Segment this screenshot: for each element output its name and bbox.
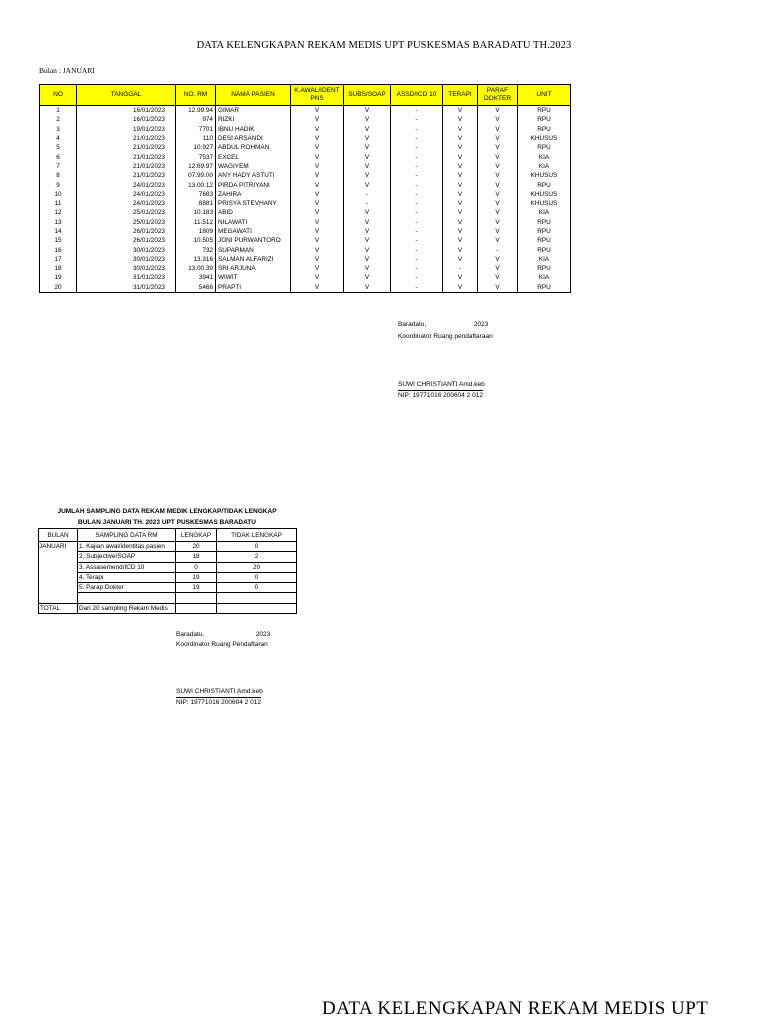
cell-nama-pasien: DESI ARSANDI	[216, 134, 291, 143]
table-row	[40, 134, 571, 143]
table-row	[40, 283, 571, 293]
cell-assd-icd: -	[391, 125, 443, 134]
summary-header-row	[39, 529, 297, 542]
cell-tanggal: 31/01/2023	[77, 283, 176, 293]
cell-subs-soap: V	[344, 134, 391, 143]
cell-assd-icd: -	[391, 236, 443, 245]
cell-kawal-ident: V	[291, 190, 344, 199]
cell-assd-icd: -	[391, 255, 443, 264]
summary-title-line1: JUMLAH SAMPLING DATA REKAM MEDIK LENGKAP/TIDAK LENGKAP	[57, 508, 277, 515]
cell-unit: KIA	[518, 273, 571, 282]
cell-no-rm: 5466	[176, 283, 216, 293]
cell-kawal-ident: V	[291, 152, 344, 161]
sampling-summary-table	[38, 528, 297, 614]
summary-blank-cell	[217, 593, 297, 603]
summary-lengkap: 19	[176, 583, 217, 593]
cell-no: 7	[40, 162, 77, 171]
table-row	[40, 190, 571, 199]
summary-row	[39, 562, 297, 572]
summary-title-line2: BULAN JANUARI TH. 2023 UPT PUSKESMAS BARADATU	[78, 519, 256, 526]
cell-nama-pasien: MEGAWATI	[216, 227, 291, 236]
cell-subs-soap: V	[344, 180, 391, 189]
cell-no: 11	[40, 199, 77, 208]
cell-subs-soap: V	[344, 171, 391, 180]
cell-assd-icd: -	[391, 227, 443, 236]
cell-nama-pasien: RIZKI	[216, 115, 291, 124]
cell-unit: KHUSUS	[518, 171, 571, 180]
cell-terapi: V	[443, 162, 478, 171]
table-row	[40, 106, 571, 116]
cell-no-rm: 7683	[176, 190, 216, 199]
cell-no-rm: 110	[176, 134, 216, 143]
cell-subs-soap: -	[344, 199, 391, 208]
table-row	[40, 218, 571, 227]
cell-tanggal: 30/01/2023	[77, 245, 176, 254]
header-terapi: TERAPI	[443, 85, 478, 106]
cell-nama-pasien: GIMAR	[216, 106, 291, 116]
cell-terapi: V	[443, 283, 478, 293]
cell-no-rm: 10.927	[176, 143, 216, 152]
cell-kawal-ident: V	[291, 208, 344, 217]
cell-paraf-dokter: -	[478, 245, 518, 254]
cell-terapi: V	[443, 273, 478, 282]
signature-place-date	[398, 320, 493, 330]
cell-no: 6	[40, 152, 77, 161]
signature-block-2	[176, 630, 270, 708]
summary-header-lengkap: LENGKAP	[176, 529, 217, 542]
cell-kawal-ident: V	[291, 264, 344, 273]
header-kawal-ident: K.AWAL/IDENT PNS	[291, 85, 344, 106]
cell-terapi: V	[443, 143, 478, 152]
signature-block-1	[398, 320, 493, 401]
header-nama-pasien: NAMA PASIEN	[216, 85, 291, 106]
cell-terapi: V	[443, 255, 478, 264]
cell-assd-icd: -	[391, 264, 443, 273]
cell-tanggal: 21/01/2023	[77, 143, 176, 152]
cell-nama-pasien: SALMAN ALFARIZI	[216, 255, 291, 264]
cell-unit: RPU	[518, 115, 571, 124]
cell-paraf-dokter: V	[478, 171, 518, 180]
cell-paraf-dokter: V	[478, 134, 518, 143]
cell-subs-soap: V	[344, 152, 391, 161]
cell-assd-icd: -	[391, 134, 443, 143]
cell-subs-soap: V	[344, 255, 391, 264]
signature-name: SUWI CHRISTIANTI Amd.keb	[398, 381, 485, 388]
table-row	[40, 115, 571, 124]
signature2-year: 2023	[255, 631, 271, 638]
cell-no-rm: 12.99.94	[176, 106, 216, 116]
cell-no: 20	[40, 283, 77, 293]
cell-unit: KIA	[518, 255, 571, 264]
cell-no: 2	[40, 115, 77, 124]
cell-subs-soap: V	[344, 208, 391, 217]
header-paraf-dokter: PARAF DOKTER	[478, 85, 518, 106]
cell-kawal-ident: V	[291, 227, 344, 236]
signature-nip: NIP: 19771016 200604 2 012	[398, 392, 483, 399]
cell-kawal-ident: V	[291, 180, 344, 189]
cell-terapi: -	[443, 264, 478, 273]
cell-nama-pasien: WAGIYEM	[216, 162, 291, 171]
cell-tanggal: 16/01/2023	[77, 115, 176, 124]
cell-paraf-dokter: V	[478, 115, 518, 124]
summary-blank-row	[39, 593, 297, 603]
cell-no-rm: 13.00.39	[176, 264, 216, 273]
cell-kawal-ident: V	[291, 115, 344, 124]
cell-terapi: V	[443, 180, 478, 189]
cell-nama-pasien: PRAPTI	[216, 283, 291, 293]
cell-unit: KHUSUS	[518, 134, 571, 143]
cell-no-rm: 10.505	[176, 236, 216, 245]
cell-kawal-ident: V	[291, 273, 344, 282]
cell-kawal-ident: V	[291, 245, 344, 254]
cell-assd-icd: -	[391, 218, 443, 227]
summary-row	[39, 542, 297, 552]
cell-no: 1	[40, 106, 77, 116]
cell-terapi: V	[443, 190, 478, 199]
table-row	[40, 152, 571, 161]
cell-nama-pasien: IBNU HADIK	[216, 125, 291, 134]
cell-paraf-dokter: V	[478, 125, 518, 134]
cell-subs-soap: V	[344, 125, 391, 134]
summary-total-lengkap	[176, 603, 217, 613]
cell-subs-soap: V	[344, 264, 391, 273]
cell-tanggal: 31/01/2023	[77, 273, 176, 282]
cell-kawal-ident: V	[291, 199, 344, 208]
cell-assd-icd: -	[391, 199, 443, 208]
cell-terapi: V	[443, 125, 478, 134]
cell-terapi: V	[443, 115, 478, 124]
cell-no-rm: 10.183	[176, 208, 216, 217]
cell-tanggal: 24/01/2023	[77, 180, 176, 189]
cell-terapi: V	[443, 236, 478, 245]
cell-unit: KHUSUS	[518, 199, 571, 208]
cell-terapi: V	[443, 106, 478, 116]
cell-no: 12	[40, 208, 77, 217]
cell-unit: RPU	[518, 264, 571, 273]
table-row	[40, 208, 571, 217]
cell-paraf-dokter: V	[478, 190, 518, 199]
cell-nama-pasien: SUPARMAN	[216, 245, 291, 254]
table-row	[40, 264, 571, 273]
summary-lengkap: 19	[176, 572, 217, 582]
summary-title	[38, 506, 296, 528]
summary-month: JANUARI	[39, 542, 78, 604]
cell-paraf-dokter: V	[478, 236, 518, 245]
cell-nama-pasien: ABDUL ROHMAN	[216, 143, 291, 152]
cell-unit: RPU	[518, 218, 571, 227]
table-row	[40, 227, 571, 236]
cell-no-rm: 8881	[176, 199, 216, 208]
summary-tidak-lengkap: 20	[217, 562, 297, 572]
cell-tanggal: 25/01/2023	[77, 218, 176, 227]
cell-no: 8	[40, 171, 77, 180]
cell-nama-pasien: JONI PURWANTORO	[216, 236, 291, 245]
cell-unit: RPU	[518, 236, 571, 245]
signature2-place-date	[176, 630, 270, 640]
cell-unit: KIA	[518, 152, 571, 161]
cell-no: 9	[40, 180, 77, 189]
cell-subs-soap: V	[344, 227, 391, 236]
cell-paraf-dokter: V	[478, 199, 518, 208]
cell-terapi: V	[443, 134, 478, 143]
cell-nama-pasien: PRISYA STEVHANY	[216, 199, 291, 208]
cell-assd-icd: -	[391, 208, 443, 217]
cell-nama-pasien: WIWIT	[216, 273, 291, 282]
cell-terapi: V	[443, 227, 478, 236]
cell-no: 14	[40, 227, 77, 236]
summary-row	[39, 583, 297, 593]
summary-header-bulan: BULAN	[39, 529, 78, 542]
signature-year: 2023	[473, 321, 489, 328]
table-row	[40, 162, 571, 171]
cell-subs-soap: V	[344, 245, 391, 254]
header-no: NO	[40, 85, 77, 106]
cell-kawal-ident: V	[291, 283, 344, 293]
cell-no-rm: 12.69.97	[176, 162, 216, 171]
cell-nama-pasien: ZAHIRA	[216, 190, 291, 199]
summary-tidak-lengkap: 0	[217, 542, 297, 552]
cell-kawal-ident: V	[291, 255, 344, 264]
cell-unit: RPU	[518, 227, 571, 236]
cell-subs-soap: V	[344, 162, 391, 171]
signature2-role: Koordinator Ruang Pendaftaran	[176, 641, 268, 648]
cell-subs-soap: V	[344, 273, 391, 282]
table-row	[40, 245, 571, 254]
cell-paraf-dokter: V	[478, 264, 518, 273]
cell-tanggal: 21/01/2023	[77, 152, 176, 161]
cell-paraf-dokter: V	[478, 283, 518, 293]
cell-no-rm: 11.512	[176, 218, 216, 227]
summary-item: 3. Assasemend/ICD 10	[78, 562, 176, 572]
cell-paraf-dokter: V	[478, 106, 518, 116]
summary-row	[39, 552, 297, 562]
cell-tanggal: 30/01/2023	[77, 255, 176, 264]
cell-paraf-dokter: V	[478, 255, 518, 264]
header-tanggal: TANGGAL	[77, 85, 176, 106]
summary-item: 4. Terapi	[78, 572, 176, 582]
summary-item: 5. Parap Dokter	[78, 583, 176, 593]
cell-subs-soap: -	[344, 190, 391, 199]
table-row	[40, 236, 571, 245]
signature2-nip: NIP: 19771016 200604 2 012	[176, 699, 261, 706]
cell-no-rm: 732	[176, 245, 216, 254]
cell-subs-soap: V	[344, 283, 391, 293]
cell-tanggal: 21/01/2023	[77, 162, 176, 171]
document-title: DATA KELENGKAPAN REKAM MEDIS UPT PUSKESMAS BARADATU TH.2023	[196, 40, 572, 51]
cell-assd-icd: -	[391, 152, 443, 161]
cell-kawal-ident: V	[291, 218, 344, 227]
cell-no: 15	[40, 236, 77, 245]
cell-kawal-ident: V	[291, 171, 344, 180]
cell-unit: KIA	[518, 208, 571, 217]
summary-total-row	[39, 603, 297, 613]
cell-tanggal: 24/01/2023	[77, 190, 176, 199]
table-row	[40, 125, 571, 134]
cell-tanggal: 19/01/2023	[77, 125, 176, 134]
cell-no-rm: 07.99.00	[176, 171, 216, 180]
signature-role: Koordinator Ruang pendaftaraan	[398, 333, 493, 340]
cell-no: 5	[40, 143, 77, 152]
cell-no-rm: 7537	[176, 152, 216, 161]
cell-nama-pasien: ABID	[216, 208, 291, 217]
summary-lengkap: 18	[176, 552, 217, 562]
summary-header-sampling: SAMPLING DATA RM	[78, 529, 176, 542]
summary-item: 2. Subjective/SOAP	[78, 552, 176, 562]
cell-assd-icd: -	[391, 190, 443, 199]
table-body	[40, 106, 571, 293]
next-page-title: DATA KELENGKAPAN REKAM MEDIS UPT	[322, 998, 709, 1019]
cell-kawal-ident: V	[291, 125, 344, 134]
cell-no-rm: 7701	[176, 125, 216, 134]
cell-tanggal: 21/01/2023	[77, 171, 176, 180]
cell-subs-soap: V	[344, 218, 391, 227]
cell-assd-icd: -	[391, 245, 443, 254]
header-assd-icd: ASSD/ICD 10	[391, 85, 443, 106]
cell-paraf-dokter: V	[478, 180, 518, 189]
cell-no: 10	[40, 190, 77, 199]
cell-no: 4	[40, 134, 77, 143]
cell-subs-soap: V	[344, 236, 391, 245]
cell-paraf-dokter: V	[478, 227, 518, 236]
cell-no: 13	[40, 218, 77, 227]
cell-kawal-ident: V	[291, 236, 344, 245]
signature-place: Baradatu,	[398, 321, 427, 328]
cell-no: 17	[40, 255, 77, 264]
cell-no-rm: 3941	[176, 273, 216, 282]
medical-record-table	[39, 84, 571, 293]
cell-assd-icd: -	[391, 106, 443, 116]
cell-terapi: V	[443, 171, 478, 180]
summary-lengkap: 20	[176, 542, 217, 552]
signature2-name: SUWI CHRISTIANTI Amd.keb	[176, 688, 263, 695]
cell-paraf-dokter: V	[478, 218, 518, 227]
month-label: Bulan : JANUARI	[39, 66, 95, 75]
cell-assd-icd: -	[391, 162, 443, 171]
summary-body	[39, 542, 297, 614]
signature2-place: Baradatu,	[176, 631, 205, 638]
summary-total-text: Dari 20 sampling Rekam Medis	[78, 603, 176, 613]
summary-item: 1. Kajian awal/identitas pasien	[78, 542, 176, 552]
cell-no-rm: 974	[176, 115, 216, 124]
cell-terapi: V	[443, 218, 478, 227]
cell-terapi: V	[443, 152, 478, 161]
cell-assd-icd: -	[391, 171, 443, 180]
cell-terapi: V	[443, 199, 478, 208]
cell-nama-pasien: PIRDA PITRIYANI	[216, 180, 291, 189]
table-row	[40, 255, 571, 264]
cell-paraf-dokter: V	[478, 143, 518, 152]
cell-tanggal: 24/01/2023	[77, 199, 176, 208]
cell-nama-pasien: EXCEL	[216, 152, 291, 161]
cell-assd-icd: -	[391, 180, 443, 189]
cell-unit: RPU	[518, 143, 571, 152]
cell-subs-soap: V	[344, 143, 391, 152]
cell-unit: RPU	[518, 283, 571, 293]
cell-unit: RPU	[518, 180, 571, 189]
summary-total-tidak-lengkap	[217, 603, 297, 613]
cell-nama-pasien: NILAWATI	[216, 218, 291, 227]
cell-paraf-dokter: V	[478, 152, 518, 161]
cell-assd-icd: -	[391, 283, 443, 293]
summary-lengkap: 0	[176, 562, 217, 572]
cell-kawal-ident: V	[291, 143, 344, 152]
cell-terapi: V	[443, 208, 478, 217]
summary-blank-cell	[78, 593, 176, 603]
summary-tidak-lengkap: 0	[217, 583, 297, 593]
cell-no-rm: 13.316	[176, 255, 216, 264]
cell-tanggal: 26/01/2023	[77, 236, 176, 245]
cell-unit: RPU	[518, 125, 571, 134]
table-header-row	[40, 85, 571, 106]
summary-tidak-lengkap: 2	[217, 552, 297, 562]
table-row	[40, 273, 571, 282]
cell-paraf-dokter: V	[478, 162, 518, 171]
cell-subs-soap: V	[344, 106, 391, 116]
cell-tanggal: 25/01/2023	[77, 208, 176, 217]
cell-paraf-dokter: V	[478, 208, 518, 217]
summary-row	[39, 572, 297, 582]
cell-assd-icd: -	[391, 143, 443, 152]
table-row	[40, 180, 571, 189]
table-row	[40, 199, 571, 208]
cell-unit: RPU	[518, 106, 571, 116]
table-row	[40, 171, 571, 180]
cell-kawal-ident: V	[291, 162, 344, 171]
cell-nama-pasien: SRI ARJUNA	[216, 264, 291, 273]
summary-total-label: TOTAL	[39, 603, 78, 613]
cell-no: 19	[40, 273, 77, 282]
cell-unit: RPU	[518, 245, 571, 254]
cell-paraf-dokter: V	[478, 273, 518, 282]
cell-assd-icd: -	[391, 115, 443, 124]
cell-tanggal: 16/01/2023	[77, 106, 176, 116]
cell-unit: KIA	[518, 162, 571, 171]
cell-no-rm: 13.00.12	[176, 180, 216, 189]
cell-kawal-ident: V	[291, 134, 344, 143]
cell-no: 3	[40, 125, 77, 134]
cell-tanggal: 26/01/2023	[77, 227, 176, 236]
table-row	[40, 143, 571, 152]
cell-assd-icd: -	[391, 273, 443, 282]
cell-no: 18	[40, 264, 77, 273]
cell-tanggal: 21/01/2023	[77, 134, 176, 143]
cell-no-rm: 1809	[176, 227, 216, 236]
summary-header-tidak-lengkap: TIDAK LENGKAP	[217, 529, 297, 542]
cell-no: 16	[40, 245, 77, 254]
cell-subs-soap: V	[344, 115, 391, 124]
header-no-rm: NO. RM	[176, 85, 216, 106]
cell-tanggal: 30/01/2023	[77, 264, 176, 273]
summary-blank-cell	[176, 593, 217, 603]
cell-kawal-ident: V	[291, 106, 344, 116]
header-subs-soap: SUBS/SOAP	[344, 85, 391, 106]
cell-unit: KHUSUS	[518, 190, 571, 199]
header-unit: UNIT	[518, 85, 571, 106]
cell-terapi: V	[443, 245, 478, 254]
summary-tidak-lengkap: 0	[217, 572, 297, 582]
cell-nama-pasien: ANY HADY ASTUTI	[216, 171, 291, 180]
